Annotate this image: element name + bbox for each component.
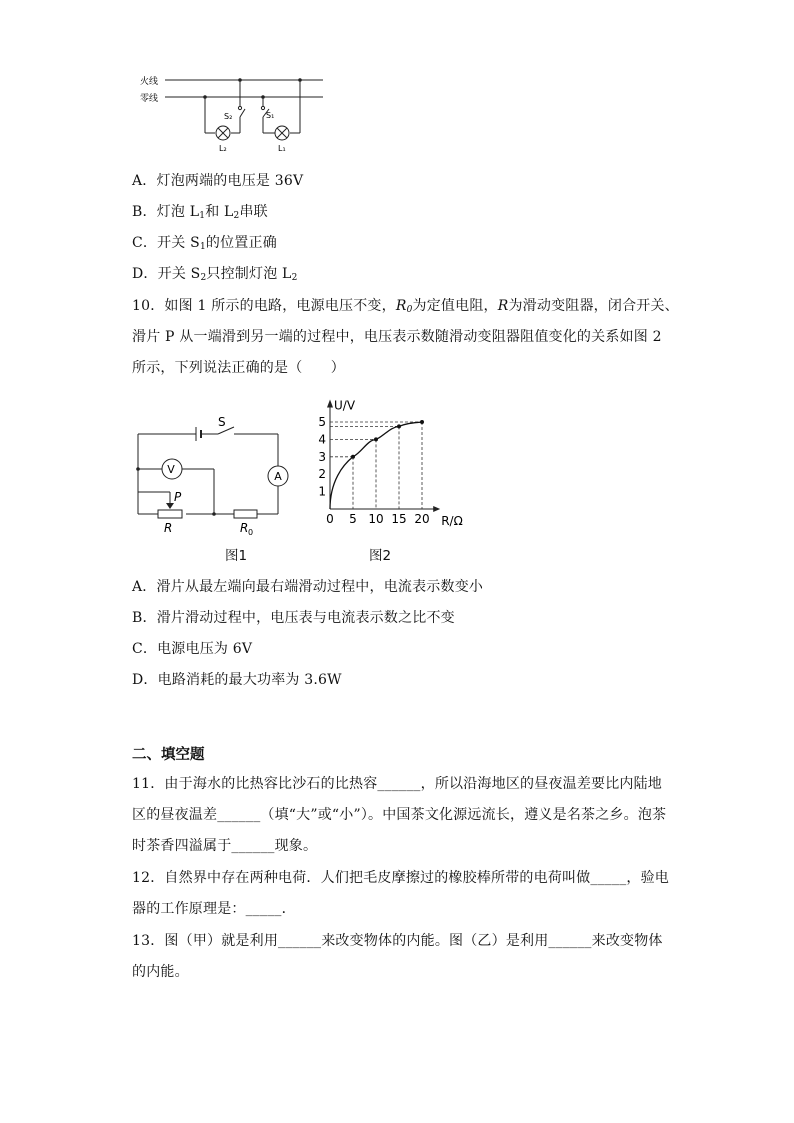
x-tick-label: 5 [349,512,357,526]
q9-option-a: A．灯泡两端的电压是 36V [132,173,304,189]
figure1-caption: 图1 [225,548,248,564]
q11-line2: 区的昼夜温差______（填“大”或“小”）。中国茶文化源远流长，遵义是名茶之乡。泡茶 [132,807,667,823]
q11-line1: 11．由于海水的比热容比沙石的比热容______，所以沿海地区的昼夜温差要比内陆地 [132,776,663,792]
q9-option-d: D．开关 $S_2$只控制灯泡 $L_2$ [132,266,298,283]
live-wire-label: 火线 [140,77,159,87]
q12-line2: 器的工作原理是：_____． [132,901,296,917]
x-tick-label: 20 [414,512,430,526]
voltmeter-label: V [167,463,175,476]
q10-option-a: A．滑片从最左端向最右端滑动过程中，电流表示数变小 [132,579,484,595]
x-axis-arrow [433,506,440,512]
x-axis-label: R/Ω [441,514,463,528]
y-tick-label: 2 [318,467,326,482]
q13-line1: 13．图（甲）就是利用______来改变物体的内能。图（乙）是利用______来改变物体 [132,933,663,949]
lamp-l2 [216,126,230,140]
s2-label: S₂ [224,112,233,121]
q10-option-c: C．电源电压为 6V [132,641,253,657]
r0-subscript: 0 [248,528,254,537]
resistor-r0 [234,510,257,518]
q10-stem-line1: 10．如图 1 所示的电路，电源电压不变，$R_0$为定值电阻，R为滑动变阻器，闭合开关、 [132,298,679,315]
household-circuit-figure [135,70,330,155]
data-point [420,420,424,424]
rheostat-label: R [164,521,173,535]
switch-s2 [240,109,245,117]
y-axis-arrow [327,400,333,408]
q9-option-b: B．灯泡 $L_1$和 $L_2$串联 [132,204,268,221]
figure2-chart [310,388,480,533]
rheostat-r [158,510,182,518]
q12-line1: 12．自然界中存在两种电荷．人们把毛皮摩擦过的橡胶棒所带的电荷叫做_____，验电 [132,870,670,886]
s1-label: S₁ [266,111,275,120]
q13-line2: 的内能。 [132,964,189,980]
y-tick-label: 5 [318,415,326,429]
x-tick-label: 0 [326,512,334,526]
data-point [374,437,378,441]
slider-label: P [174,490,182,504]
q9-option-c: C．开关 $S_1$的位置正确 [132,235,277,252]
y-axis-label: U/V [334,398,356,413]
section-title-fill-in: 二、填空题 [132,747,205,763]
y-tick-label: 1 [318,484,326,499]
ammeter-label: A [274,470,282,483]
l1-label: L₁ [278,144,286,153]
data-point [397,424,401,428]
data-point [351,455,355,459]
r0-label: R [240,521,249,535]
lamp-l1 [275,126,289,140]
q10-stem-line3: 所示，下列说法正确的是（ ） [132,360,345,376]
q10-option-b: B．滑片滑动过程中，电压表与电流表示数之比不变 [132,610,455,626]
x-tick-label: 15 [391,512,407,526]
x-tick-label: 10 [368,512,384,526]
y-tick-label: 4 [318,432,326,447]
figure2-caption: 图2 [369,548,392,564]
switch-label: S [218,415,226,429]
q10-stem-line2: 滑片 P 从一端滑到另一端的过程中，电压表示数随滑动变阻器阻值变化的关系如图 2 [132,329,662,345]
q11-line3: 时茶香四溢属于______现象。 [132,838,318,854]
l2-label: L₂ [219,144,227,153]
y-tick-label: 3 [318,449,326,464]
figure1-circuit [130,412,300,542]
neutral-wire-label: 零线 [140,94,159,104]
q10-option-d: D．电路消耗的最大功率为 3.6W [132,672,342,688]
